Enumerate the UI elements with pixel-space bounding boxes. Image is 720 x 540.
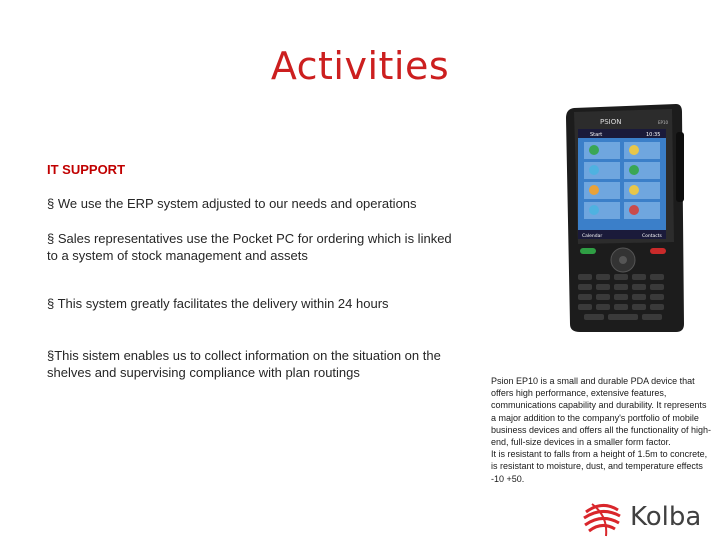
device-brand: PSION	[600, 118, 622, 126]
device-description	[491, 375, 713, 485]
device-time: 10:35	[646, 132, 661, 138]
kolba-wordmark: Kolba	[630, 502, 702, 532]
slide-title: Activities	[270, 44, 450, 88]
pda-device-image	[560, 102, 686, 334]
device-description-main: Psion EP10 is a small and durable PDA device that offers high performance, extensive features, communications capability and durability. It represents a major addition to the company's portfolio of mobile business devices and offers all the functionality of high-end, full-size devices in a smaller form factor.	[491, 376, 711, 448]
device-description-resistance: It is resistant to falls from a height of 1.5m to concrete, is resistant to moisture, dust, and temperature effects -10 +50.	[491, 449, 708, 484]
softkey-left: Calendar	[582, 234, 603, 239]
device-model: EP10	[658, 120, 669, 125]
section-heading: IT SUPPORT	[47, 162, 126, 177]
kolba-globe-icon	[584, 500, 620, 536]
softkey-right: Contacts	[642, 234, 662, 239]
device-start-label: Start	[590, 132, 603, 138]
bullet-information: §This sistem enables us to collect information on the situation on the shelves and supervising compliance with plan routings	[47, 348, 441, 380]
bullet-pocket-pc: § Sales representatives use the Pocket PC for ordering which is linked to a system of stock management and assets	[47, 231, 452, 263]
bullet-erp: § We use the ERP system adjusted to our needs and operations	[47, 196, 417, 211]
bullet-delivery: § This system greatly facilitates the delivery within 24 hours	[47, 296, 389, 311]
